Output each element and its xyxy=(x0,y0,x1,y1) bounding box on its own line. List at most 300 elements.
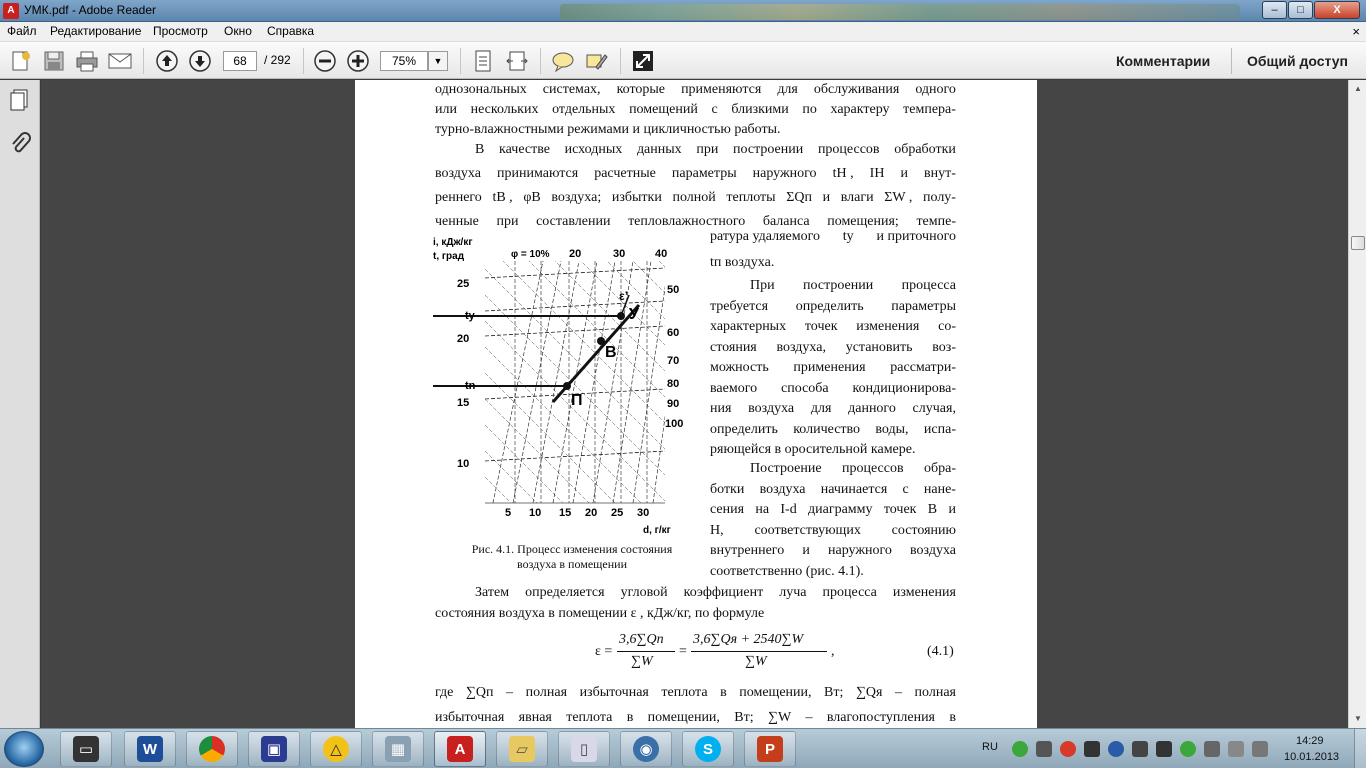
adobe-reader-app-icon: A xyxy=(3,3,19,19)
clock-date[interactable]: 10.01.2013 xyxy=(1284,751,1340,763)
word: испа- xyxy=(923,421,956,437)
printer-icon xyxy=(75,50,99,72)
taskbar-app-phone[interactable] xyxy=(558,731,610,767)
word: данных xyxy=(636,142,682,157)
toolbar-separator xyxy=(143,48,144,74)
word: – xyxy=(805,710,813,725)
menu-window[interactable]: Окно xyxy=(224,24,252,38)
next-page-button[interactable] xyxy=(187,48,213,74)
word: где xyxy=(435,685,454,700)
tray-device-icon[interactable] xyxy=(1132,741,1148,757)
text-line xyxy=(710,480,956,500)
word: качестве xyxy=(499,142,550,157)
text-line xyxy=(710,253,774,273)
minus-circle-icon xyxy=(313,49,337,73)
figure-caption xyxy=(447,542,697,572)
word: ∑W xyxy=(767,710,792,725)
text-line xyxy=(435,188,956,208)
word: ратура удаляемого xyxy=(710,229,820,244)
text-line xyxy=(435,683,956,703)
word: данного xyxy=(848,401,896,416)
word: воз- xyxy=(932,339,956,355)
text-line xyxy=(475,140,956,160)
word: темпера- xyxy=(903,102,956,117)
word: начинается xyxy=(820,481,888,497)
word: составлении xyxy=(536,214,611,229)
word: ния xyxy=(710,401,732,416)
word: определить xyxy=(710,421,778,437)
y-axis-label-t: t, град xyxy=(433,251,465,262)
word: кондиционирова- xyxy=(852,380,956,396)
word: ряющейся в оросительной камере. xyxy=(710,442,916,457)
text-line xyxy=(710,420,956,440)
word: построении xyxy=(733,142,804,157)
chrome-icon xyxy=(199,736,225,762)
tray-network-icon[interactable] xyxy=(1156,741,1172,757)
word: случая, xyxy=(912,401,956,416)
t-tick-20: 20 xyxy=(457,333,470,345)
taskbar-app-calculator[interactable] xyxy=(372,731,424,767)
skype-icon: S xyxy=(695,736,721,762)
word: теплота xyxy=(661,685,708,700)
plus-circle-icon xyxy=(346,49,370,73)
adobe-reader-icon: A xyxy=(447,736,473,762)
word: в xyxy=(720,685,727,700)
word: воздуха, xyxy=(776,339,826,355)
word: процесса xyxy=(822,585,877,600)
word: IН xyxy=(869,166,885,181)
word: и приточного xyxy=(876,229,956,244)
word: воды, xyxy=(875,421,909,437)
printer-icon: ▭ xyxy=(73,736,99,762)
figure-caption-line1: Рис. 4.1. Процесс изменения состояния xyxy=(471,542,673,556)
word: способа xyxy=(781,380,829,396)
word: процессов xyxy=(841,461,904,476)
text-line xyxy=(435,708,956,728)
print-button[interactable] xyxy=(74,48,100,74)
word: диаграмму xyxy=(808,502,873,517)
create-pdf-icon xyxy=(9,49,33,73)
word: определяется xyxy=(525,585,605,600)
id-diagram-figure xyxy=(433,233,703,543)
word: состоянию xyxy=(891,522,956,538)
formula-lhs: ε = xyxy=(595,644,613,659)
word: полная xyxy=(525,685,568,700)
word: ваемого xyxy=(710,380,758,396)
show-desktop-button[interactable] xyxy=(1354,729,1366,768)
menu-view[interactable]: Просмотр xyxy=(153,24,208,38)
word: помещении, xyxy=(739,685,812,700)
text-line xyxy=(435,120,781,140)
word-icon: W xyxy=(137,736,163,762)
phi-label-90: 90 xyxy=(667,398,680,410)
avast-icon: △ xyxy=(323,736,349,762)
word: наружного xyxy=(752,166,817,181)
word: изменения xyxy=(856,319,920,334)
epsilon-label: ε’ xyxy=(619,289,629,303)
text-line xyxy=(435,100,956,120)
taskbar-app-powerpoint[interactable] xyxy=(744,731,796,767)
zoom-in-button[interactable] xyxy=(345,48,371,74)
word: избытки xyxy=(611,190,662,205)
expand-view-button[interactable] xyxy=(630,48,656,74)
taskbar-app-avast[interactable] xyxy=(310,731,362,767)
word: соответственно (рис. 4.1). xyxy=(710,563,864,579)
toolbar xyxy=(0,42,1366,79)
tray-status-icon[interactable] xyxy=(1180,741,1196,757)
word: коэффициент xyxy=(683,585,764,600)
comment-bubble-icon xyxy=(551,50,575,72)
word: параметры xyxy=(891,298,956,314)
taskbar-app-skype[interactable] xyxy=(682,731,734,767)
word: характерных xyxy=(710,319,787,334)
word: ∑Qп xyxy=(465,685,494,700)
taskbar-app-printer[interactable] xyxy=(60,731,112,767)
previous-page-button[interactable] xyxy=(154,48,180,74)
word: Затем xyxy=(475,585,510,600)
vertical-scrollbar[interactable] xyxy=(1348,80,1366,728)
text-line xyxy=(710,227,956,247)
window-title: УМК.pdf - Adobe Reader xyxy=(24,3,157,17)
expand-arrows-icon xyxy=(631,49,655,73)
word: и xyxy=(822,190,831,205)
text-line xyxy=(710,541,956,561)
document-viewport[interactable] xyxy=(41,80,1348,728)
y-axis-label-i: i, кДж/кг xyxy=(433,237,473,248)
word: или xyxy=(435,102,457,117)
toolbar-separator xyxy=(540,48,541,74)
word: воздуха xyxy=(435,166,481,181)
word: применяются xyxy=(681,82,762,97)
word: процессов xyxy=(817,142,880,157)
word: системах, xyxy=(542,82,601,97)
create-pdf-button[interactable] xyxy=(8,48,34,74)
word: турно-влажностными режимами и цикличностью работы. xyxy=(435,122,781,137)
fit-width-icon xyxy=(505,49,529,73)
word: угловой xyxy=(620,585,668,600)
word: исходных xyxy=(564,142,623,157)
email-button[interactable] xyxy=(107,48,133,74)
formula-number: (4.1) xyxy=(927,644,954,659)
comments-pane-button[interactable]: Комментарии xyxy=(1116,53,1211,69)
word: при xyxy=(696,142,719,157)
phone-icon: ▯ xyxy=(571,736,597,762)
toolbar-separator xyxy=(620,48,621,74)
word: воздуха xyxy=(910,543,956,558)
word: построении xyxy=(803,278,874,293)
word: Вт; xyxy=(734,710,754,725)
word: и xyxy=(948,502,956,517)
page-total-label: / 292 xyxy=(264,53,291,67)
text-line xyxy=(710,379,956,399)
word: tВ , xyxy=(492,190,513,205)
word: ΣQп xyxy=(786,190,812,205)
word: Построение xyxy=(750,461,822,476)
word: помещений xyxy=(629,102,698,117)
word: и xyxy=(802,543,810,558)
phi-label-50: 50 xyxy=(667,284,680,296)
add-comment-button[interactable] xyxy=(550,48,576,74)
word: процесса xyxy=(901,278,956,293)
word: в xyxy=(949,710,956,725)
navigation-pane xyxy=(0,80,40,728)
word: для xyxy=(777,82,798,97)
text-line xyxy=(750,459,956,479)
formula-denominator-2: ∑W xyxy=(745,654,767,669)
tray-key-icon[interactable] xyxy=(1204,741,1220,757)
d-tick-5: 5 xyxy=(505,507,512,519)
word: В xyxy=(475,142,485,157)
tray-volume-icon[interactable] xyxy=(1252,741,1268,757)
taskbar-app-adobe-reader[interactable] xyxy=(434,731,486,767)
word: полной xyxy=(672,190,716,205)
menu-help[interactable]: Справка xyxy=(267,24,315,38)
text-line xyxy=(710,317,956,337)
word: влагопоступления xyxy=(826,710,935,725)
clock-time[interactable]: 14:29 xyxy=(1296,735,1324,747)
full-screen-button[interactable] xyxy=(504,48,530,74)
text-line xyxy=(435,604,764,624)
word: точек xyxy=(804,319,838,334)
language-indicator[interactable]: RU xyxy=(982,741,998,753)
arrow-up-icon xyxy=(155,49,179,73)
phi-label-80: 80 xyxy=(667,378,680,390)
save-icon xyxy=(43,50,65,72)
toolbar-separator xyxy=(460,48,461,74)
word: наружного xyxy=(827,543,892,558)
page-thumbnails-icon[interactable] xyxy=(8,88,32,112)
phi-label-40: 40 xyxy=(655,248,668,260)
word: tу xyxy=(842,229,854,244)
word: φВ xyxy=(523,190,541,205)
tray-tool-icon[interactable] xyxy=(1084,741,1100,757)
word: внут- xyxy=(924,166,956,181)
word: внутреннего xyxy=(710,543,785,558)
scroll-down-arrow-icon[interactable]: ▼ xyxy=(1354,714,1362,723)
d-tick-10: 10 xyxy=(529,507,542,519)
text-line xyxy=(710,399,956,419)
phi-label-60: 60 xyxy=(667,327,680,339)
word: помещении, xyxy=(647,710,720,725)
highlight-button[interactable] xyxy=(583,48,609,74)
phi-10-label: φ = 10% xyxy=(511,249,550,260)
word: с xyxy=(711,102,718,117)
word: tН , xyxy=(832,166,854,181)
word: обработки xyxy=(894,142,956,157)
word: реннего xyxy=(435,190,482,205)
word: теплоты xyxy=(726,190,776,205)
scroll-up-arrow-icon[interactable]: ▲ xyxy=(1354,84,1362,93)
word: применения xyxy=(793,360,866,375)
word: точек xyxy=(883,502,917,517)
d-tick-25: 25 xyxy=(611,507,624,519)
d-tick-30: 30 xyxy=(637,507,650,519)
word: При xyxy=(750,278,775,293)
tray-wifi-icon[interactable] xyxy=(1228,741,1244,757)
word: темпе- xyxy=(916,214,956,229)
folder-icon: ▱ xyxy=(509,736,535,762)
taskbar-app-media[interactable] xyxy=(620,731,672,767)
word: воздуха xyxy=(759,481,806,497)
windows-taskbar xyxy=(0,728,1366,768)
title-bar-background xyxy=(560,4,1240,20)
media-player-icon: ◉ xyxy=(633,736,659,762)
point-u-marker xyxy=(617,312,625,320)
floppy-disk-icon: ▣ xyxy=(261,736,287,762)
tray-alert-icon[interactable] xyxy=(1060,741,1076,757)
text-line xyxy=(710,338,956,358)
word: можность xyxy=(710,360,769,375)
word: полу- xyxy=(923,190,956,205)
word: ченные xyxy=(435,214,479,229)
envelope-icon xyxy=(108,52,132,70)
attachments-paperclip-icon[interactable] xyxy=(8,132,32,156)
word: на xyxy=(755,502,770,517)
word: рассматри- xyxy=(890,360,956,375)
word: которые xyxy=(616,82,666,97)
word: тепловлажностного xyxy=(628,214,746,229)
word: Н, xyxy=(710,522,724,538)
word: В xyxy=(927,502,938,517)
word: обслуживания xyxy=(813,82,900,97)
word: воздуха; xyxy=(551,190,602,205)
t-tick-ty: ty xyxy=(465,310,475,322)
t-tick-10: 10 xyxy=(457,458,470,470)
word: ∑Qя xyxy=(855,685,883,700)
text-line xyxy=(435,164,956,184)
phi-label-70: 70 xyxy=(667,355,680,367)
word: воздуха. xyxy=(721,255,775,270)
arrow-down-icon xyxy=(188,49,212,73)
formula-numerator-1: 3,6∑Qп xyxy=(619,632,664,647)
pdf-page xyxy=(355,80,1037,728)
x-axis-label: d, г/кг xyxy=(643,525,671,536)
text-line xyxy=(710,297,956,317)
word: помещения; xyxy=(827,214,899,229)
formula-comma: , xyxy=(831,644,835,659)
point-b-marker xyxy=(597,337,605,345)
point-u-label: У xyxy=(629,306,639,323)
word: со- xyxy=(938,319,956,334)
menu-bar xyxy=(0,22,1366,42)
word: луча xyxy=(779,585,807,600)
phi-label-30: 30 xyxy=(613,248,626,260)
d-tick-15: 15 xyxy=(559,507,572,519)
word: баланса xyxy=(762,214,810,229)
word: избыточная xyxy=(579,685,649,700)
word: избыточная xyxy=(435,710,505,725)
share-pane-button[interactable]: Общий доступ xyxy=(1247,53,1348,69)
word: явная xyxy=(518,710,552,725)
word: соответствующих xyxy=(754,522,861,538)
word: состояния воздуха в помещении ε , кДж/кг, по формуле xyxy=(435,606,765,621)
point-p-marker xyxy=(563,382,571,390)
close-document-icon[interactable]: × xyxy=(1352,24,1360,39)
page-number-input[interactable]: 68 xyxy=(223,51,257,71)
toolbar-separator xyxy=(303,48,304,74)
word: стояния xyxy=(710,339,757,355)
fit-page-button[interactable] xyxy=(470,48,496,74)
grid-line xyxy=(485,233,665,241)
id-diagram xyxy=(433,233,703,543)
start-button[interactable] xyxy=(4,731,44,767)
text-line xyxy=(750,276,956,296)
powerpoint-icon: P xyxy=(757,736,783,762)
zoom-level-input[interactable]: 75% xyxy=(380,51,428,71)
word: установить xyxy=(845,339,913,355)
zoom-dropdown-chevron-icon[interactable]: ▼ xyxy=(428,51,448,71)
t-tick-tn: tn xyxy=(465,380,476,392)
point-b-label: В xyxy=(605,344,617,361)
word: требуется xyxy=(710,298,769,314)
text-line xyxy=(710,562,864,582)
text-line xyxy=(710,440,915,460)
menu-file[interactable]: Файл xyxy=(7,24,37,38)
phi-label-20: 20 xyxy=(569,248,582,260)
word: близкими xyxy=(731,102,789,117)
word: влаги xyxy=(840,190,874,205)
word: расчетные xyxy=(594,166,656,181)
taskbar-app-word[interactable] xyxy=(124,731,176,767)
scrollbar-thumb[interactable] xyxy=(1351,236,1365,250)
word: отдельных xyxy=(552,102,616,117)
word: изменения xyxy=(892,585,956,600)
taskbar-app-folder[interactable] xyxy=(496,731,548,767)
text-line xyxy=(710,358,956,378)
word: принимаются xyxy=(497,166,579,181)
word: I-d xyxy=(780,502,797,517)
close-window-button[interactable]: X xyxy=(1314,1,1360,19)
word: обра- xyxy=(923,461,956,476)
title-bar xyxy=(0,0,1366,22)
tray-battery-icon[interactable] xyxy=(1036,741,1052,757)
zoom-out-button[interactable] xyxy=(312,48,338,74)
t-tick-15: 15 xyxy=(457,397,470,409)
formula-numerator-2: 3,6∑Qя + 2540∑W xyxy=(693,632,804,647)
minimize-button[interactable]: ‒ xyxy=(1262,1,1287,19)
word: – xyxy=(506,685,514,700)
word: для xyxy=(810,401,832,416)
word: и xyxy=(900,166,908,181)
fit-page-icon xyxy=(472,49,494,73)
tray-check-icon[interactable] xyxy=(1012,741,1028,757)
taskbar-app-save[interactable] xyxy=(248,731,300,767)
word: ΣW , xyxy=(884,190,913,205)
word: однозональных xyxy=(435,82,527,97)
highlighter-pen-icon xyxy=(584,49,608,73)
taskbar-app-chrome[interactable] xyxy=(186,731,238,767)
formula-denominator-1: ∑W xyxy=(631,654,653,669)
word: параметры xyxy=(671,166,737,181)
tray-power-icon[interactable] xyxy=(1108,741,1124,757)
save-button[interactable] xyxy=(41,48,67,74)
t-tick-25: 25 xyxy=(457,278,470,290)
word: по xyxy=(802,102,817,117)
menu-edit[interactable]: Редактирование xyxy=(50,24,142,38)
formula-equals: = xyxy=(679,644,687,659)
d-tick-20: 20 xyxy=(585,507,598,519)
word: теплота xyxy=(566,710,613,725)
maximize-button[interactable]: □ xyxy=(1288,1,1313,19)
word: нане- xyxy=(923,481,956,497)
text-line xyxy=(475,583,956,603)
calculator-icon: ▦ xyxy=(385,736,411,762)
word: при xyxy=(496,214,519,229)
word: нескольких xyxy=(470,102,539,117)
word: в xyxy=(626,710,634,725)
word: ботки xyxy=(710,481,745,497)
word: – xyxy=(895,685,902,700)
